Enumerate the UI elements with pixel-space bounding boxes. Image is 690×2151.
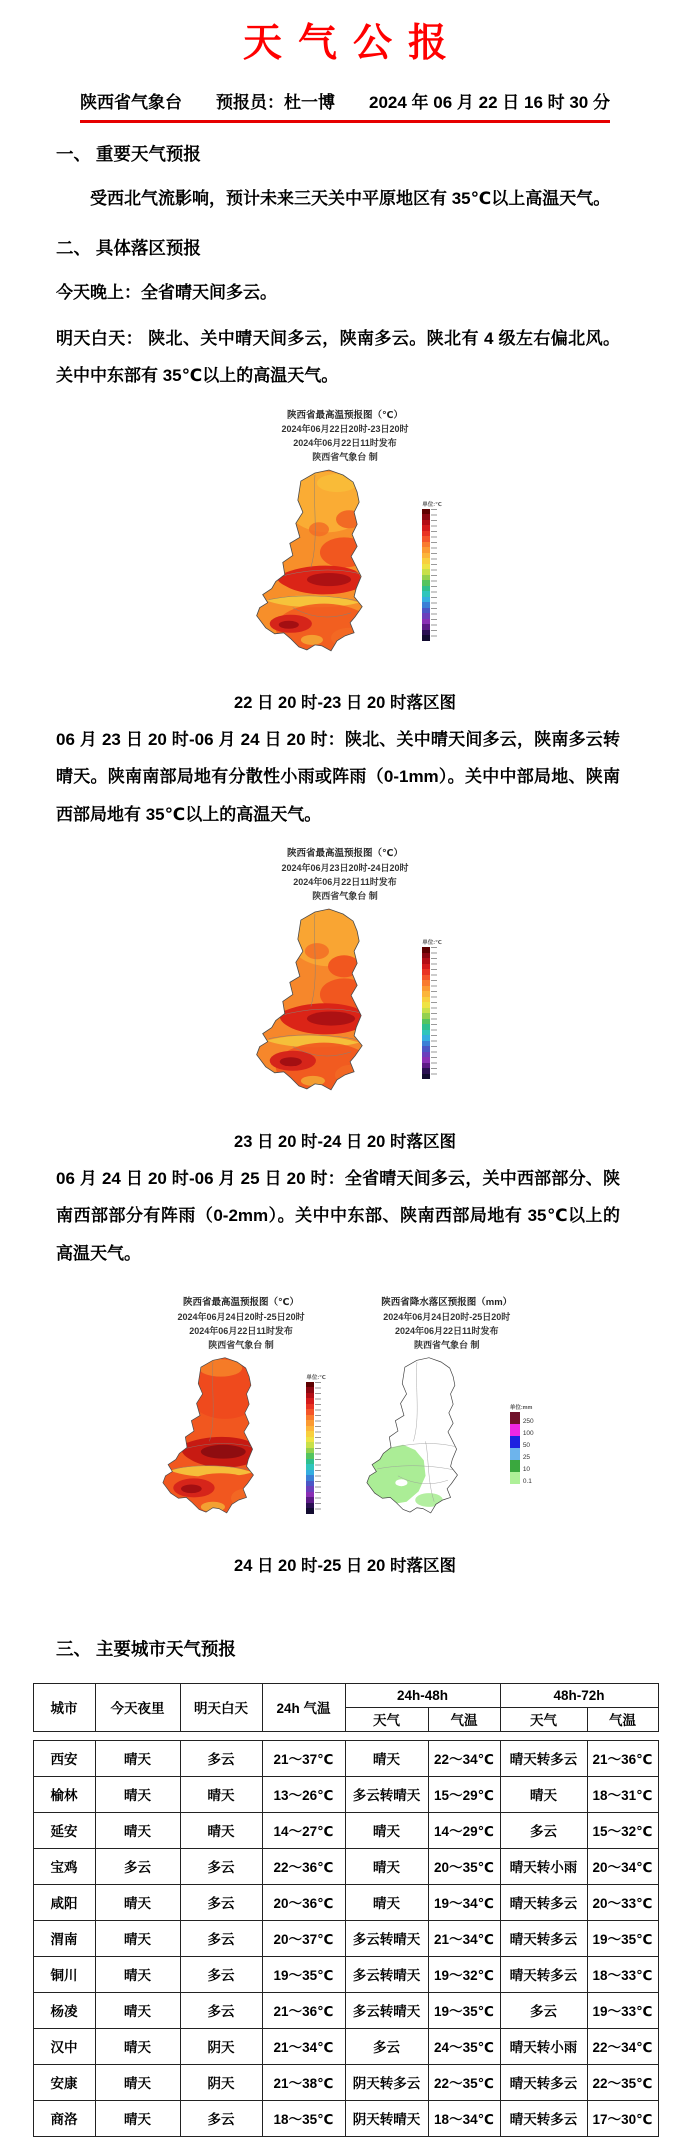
map3a-title: 陕西省最高温预报图（℃）	[183, 1296, 300, 1308]
shaanxi-temperature-map	[156, 1355, 294, 1532]
map2-header	[0, 847, 690, 904]
precip-legend-row	[510, 1460, 534, 1472]
table-row: 安康 晴天 阴天 21～38℃ 阴天转多云 22～35℃ 晴天转多云 22～35℃	[33, 2064, 658, 2100]
col-header-tonight: 今天夜里	[95, 1683, 180, 1731]
dual-map-row	[0, 1282, 690, 1536]
colorbar-segment	[422, 1074, 430, 1080]
temperature-colorbar	[422, 938, 442, 1079]
colorbar-unit-label: 单位:℃	[422, 940, 442, 947]
city-cell: 汉中	[33, 2028, 95, 2064]
section-heading-important: 一、 重要天气预报	[56, 144, 201, 164]
map3a-header	[156, 1296, 326, 1353]
col-header-48-72h: 48h-72h	[500, 1683, 658, 1707]
table-row: 咸阳 晴天 多云 20～36℃ 晴天 19～34℃ 晴天转多云 20～33℃	[33, 1884, 658, 1920]
map-caption-day2: 23 日 20 时-24 日 20 时落区图	[234, 1132, 456, 1151]
map3b-period: 2024年06月24日20时-25日20时	[383, 1311, 511, 1322]
temperature-colorbar	[306, 1373, 326, 1514]
colorbar-ticks	[315, 1382, 321, 1514]
city-forecast-table-header	[33, 1683, 659, 1732]
map2-producer: 陕西省气象台 制	[312, 890, 378, 901]
map3a-producer: 陕西省气象台 制	[208, 1339, 274, 1350]
table-row: 杨凌 晴天 多云 21～36℃ 多云转晴天 19～35℃ 多云 19～33℃	[33, 1992, 658, 2028]
precipitation-legend	[510, 1403, 534, 1484]
map3a-period: 2024年06月24日20时-25日20时	[177, 1311, 305, 1322]
col-header-tomorrow: 明天白天	[180, 1683, 262, 1731]
map2-issued: 2024年06月22日11时发布	[293, 876, 397, 887]
colorbar-segment	[306, 1508, 314, 1514]
table-row: 商洛 晴天 多云 18～35℃ 阴天转晴天 18～34℃ 晴天转多云 17～30℃	[33, 2100, 658, 2136]
map1-header	[0, 409, 690, 466]
precip-legend-value: 25	[522, 1454, 531, 1461]
colorbar-segment	[422, 635, 430, 641]
precip-legend-value: 0.1	[522, 1478, 532, 1485]
precip-legend-color	[510, 1436, 520, 1448]
table-row: 榆林 晴天 晴天 13～26℃ 多云转晴天 15～29℃ 晴天 18～31℃	[33, 1776, 658, 1812]
table-row: 渭南 晴天 多云 20～37℃ 多云转晴天 21～34℃ 晴天转多云 19～35℃	[33, 1920, 658, 1956]
table-row: 西安 晴天 多云 21～37℃ 晴天 22～34℃ 晴天转多云 21～36℃	[33, 1740, 658, 1776]
map1-producer: 陕西省气象台 制	[312, 452, 378, 463]
map-figure-day3-temperature	[156, 1296, 326, 1532]
col-header-weather-72: 天气	[500, 1707, 587, 1731]
section-heading-cities: 三、 主要城市天气预报	[56, 1638, 236, 1659]
precip-legend-color	[510, 1412, 520, 1424]
table-row: 铜川 晴天 多云 19～35℃ 多云转晴天 19～32℃ 晴天转多云 18～33℃	[33, 1956, 658, 1992]
colorbar-unit-label: 单位:℃	[422, 501, 442, 508]
shaanxi-temperature-map	[248, 467, 410, 673]
city-cell: 商洛	[33, 2100, 95, 2136]
map3b-producer: 陕西省气象台 制	[413, 1339, 480, 1350]
city-cell: 杨凌	[33, 1992, 95, 2028]
map-figure-day3-precipitation	[360, 1296, 534, 1532]
paragraph-tomorrow: 明天白天： 陕北、关中晴天间多云，陕南多云。陕北有 4 级左右偏北风。关中中东部有 35℃以上的高温天气。	[56, 328, 620, 386]
city-cell: 西安	[33, 1740, 95, 1776]
precip-legend-color	[510, 1448, 520, 1460]
col-header-weather-48: 天气	[345, 1707, 428, 1731]
table-row: 汉中 晴天 阴天 21～34℃ 多云 24～35℃ 晴天转小雨 22～34℃	[33, 2028, 658, 2064]
colorbar-ticks	[431, 509, 437, 641]
paragraph-important-forecast: 受西北气流影响，预计未来三天关中平原地区有 35℃以上高温天气。	[90, 189, 611, 208]
city-forecast-table	[33, 1683, 658, 2137]
col-header-temp-48: 气温	[428, 1707, 500, 1731]
map-figure-day2	[0, 847, 690, 1152]
city-cell: 咸阳	[33, 1884, 95, 1920]
city-forecast-table-body	[33, 1740, 659, 2137]
col-header-24-48h: 24h-48h	[345, 1683, 500, 1707]
precip-legend-row	[510, 1448, 534, 1460]
precip-legend-color	[510, 1460, 520, 1472]
precip-legend-value: 50	[522, 1442, 531, 1449]
map1-period: 2024年06月22日20时-23日20时	[281, 424, 409, 435]
precip-legend-row	[510, 1472, 534, 1484]
col-header-city: 城市	[33, 1683, 95, 1731]
map3b-header	[360, 1296, 534, 1353]
map1-issued: 2024年06月22日11时发布	[293, 438, 397, 449]
map1-title: 陕西省最高温预报图（℃）	[286, 409, 403, 421]
precip-legend-value: 250	[522, 1418, 534, 1425]
city-cell: 榆林	[33, 1776, 95, 1812]
table-row: 延安 晴天 晴天 14～27℃ 晴天 14～29℃ 多云 15～32℃	[33, 1812, 658, 1848]
city-cell: 宝鸡	[33, 1848, 95, 1884]
paragraph-day2-forecast: 06 月 23 日 20 时-06 月 24 日 20 时：陕北、关中晴天间多云，陕南多云转晴天。陕南南部局地有分散性小雨或阵雨（0-1mm）。关中中部局地、陕南西部局地有 35℃以上的高温天气。	[56, 730, 620, 824]
page-title: 天气公报	[242, 22, 463, 65]
city-cell: 安康	[33, 2064, 95, 2100]
map-caption-day1: 22 日 20 时-23 日 20 时落区图	[234, 694, 456, 713]
precip-legend-unit-label: 单位:mm	[509, 1404, 533, 1411]
map3b-title: 陕西省降水落区预报图（mm）	[381, 1296, 513, 1308]
col-header-24h-temp: 24h 气温	[262, 1683, 345, 1731]
precip-legend-value: 100	[522, 1430, 534, 1437]
paragraph-tonight: 今天晚上：全省晴天间多云。	[56, 283, 277, 303]
map-figure-day1	[0, 409, 690, 714]
section-heading-detail: 二、 具体落区预报	[56, 238, 201, 259]
precip-legend-value: 10	[522, 1466, 531, 1473]
map3a-issued: 2024年06月22日11时发布	[189, 1325, 293, 1336]
precip-legend-color	[510, 1472, 520, 1484]
paragraph-day3-forecast: 06 月 24 日 20 时-06 月 25 日 20 时：全省晴天间多云，关中西部部分、陕南西部部分有阵雨（0-2mm）。关中中东部、陕南西部局地有 35℃以上的高温天气。	[56, 1168, 620, 1263]
colorbar-unit-label: 单位:℃	[306, 1374, 326, 1381]
map2-title: 陕西省最高温预报图（℃）	[286, 848, 403, 860]
colorbar-ticks	[431, 947, 437, 1079]
map3b-issued: 2024年06月22日11时发布	[394, 1325, 499, 1336]
map2-period: 2024年06月23日20时-24日20时	[281, 862, 409, 873]
city-cell: 延安	[33, 1812, 95, 1848]
shaanxi-precipitation-map	[360, 1355, 498, 1532]
shaanxi-temperature-map	[248, 906, 410, 1112]
meta-line: 陕西省气象台 预报员：杜一博 2024 年 06 月 22 日 16 时 30 分	[80, 88, 610, 123]
precip-legend-row	[510, 1412, 534, 1424]
table-row: 宝鸡 多云 多云 22～36℃ 晴天 20～35℃ 晴天转小雨 20～34℃	[33, 1848, 658, 1884]
temperature-colorbar	[422, 500, 442, 641]
map-caption-day3: 24 日 20 时-25 日 20 时落区图	[234, 1556, 456, 1575]
precip-legend-color	[510, 1424, 520, 1436]
table-header-gap	[33, 1732, 658, 1740]
col-header-temp-72: 气温	[587, 1707, 658, 1731]
city-cell: 渭南	[33, 1920, 95, 1956]
city-cell: 铜川	[33, 1956, 95, 1992]
